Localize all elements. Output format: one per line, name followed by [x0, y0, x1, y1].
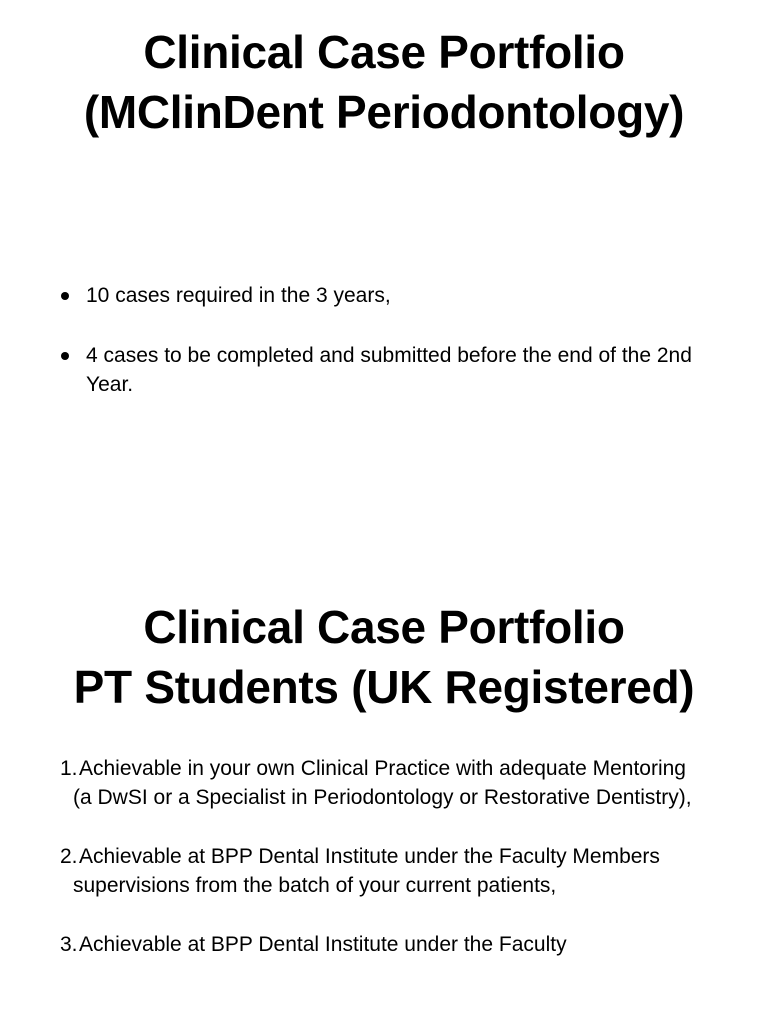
- bullet-dot-icon: [61, 292, 69, 300]
- slide-2-title-line-2: PT Students (UK Registered): [73, 661, 695, 713]
- numbered-item: [60, 843, 710, 900]
- item-text: Achievable at BPP Dental Institute under the Faculty Members supervisions from the batch of your current patients,: [73, 845, 660, 897]
- bullet-item: [56, 281, 716, 310]
- numbered-item: [60, 931, 710, 960]
- item-text: Achievable at BPP Dental Institute under the Faculty: [79, 933, 567, 956]
- bullet-text: 10 cases required in the 3 years,: [86, 284, 391, 307]
- slide-2-title-line-1: Clinical Case Portfolio: [143, 601, 625, 653]
- slide-1-title: [0, 22, 768, 142]
- item-number: 1.: [60, 757, 78, 780]
- slide-1-title-line-1: Clinical Case Portfolio: [143, 26, 625, 78]
- slide-1-bullet-list: [56, 281, 716, 430]
- item-number: 3.: [60, 933, 78, 956]
- slide-2-title: [0, 597, 768, 717]
- item-text: Achievable in your own Clinical Practice with adequate Mentoring (a DwSI or a Specialist in Periodontology or Restorative Dentistry),: [73, 757, 692, 809]
- bullet-item: [56, 341, 716, 399]
- bullet-text: 4 cases to be completed and submitted before the end of the 2nd Year.: [86, 344, 692, 396]
- slide-2-numbered-list: [60, 755, 710, 991]
- numbered-item: [60, 755, 710, 812]
- slide-1-title-line-2: (MClinDent Periodontology): [83, 86, 685, 138]
- bullet-dot-icon: [61, 352, 69, 360]
- item-number: 2.: [60, 845, 78, 868]
